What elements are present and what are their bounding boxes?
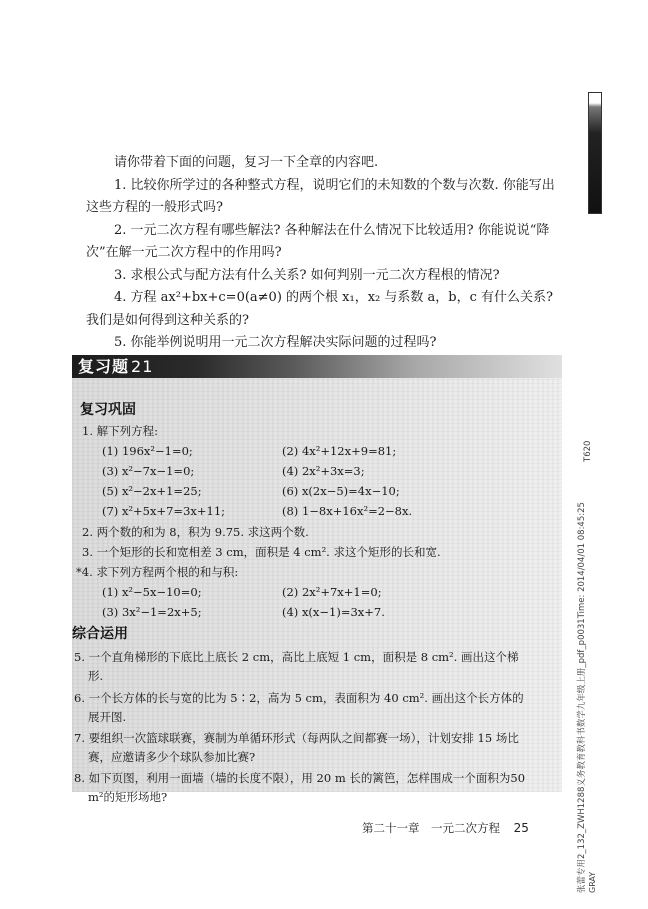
exercise-1-item-4: (4) 2x²+3x=3;: [282, 464, 365, 478]
review-title: [78, 356, 153, 377]
exercise-1-item-5: (5) x²−2x+1=25;: [102, 484, 202, 498]
intro-question-3: 3. 求根公式与配方法有什么关系? 如何判别一元二次方程根的情况?: [114, 267, 500, 283]
exercise-1-item-3: (3) x²−7x−1=0;: [102, 464, 195, 478]
exercise-7: 7. 要组织一次篮球联赛，赛制为单循环形式（每两队之间都赛一场），计划安排 15 场比赛，应邀请多少个球队参加比赛?: [74, 731, 519, 764]
section-title-comprehensive: 综合运用: [72, 626, 128, 642]
exercise-2: 2. 两个数的和为 8，积为 9.75. 求这两个数.: [82, 525, 309, 539]
margin-gray-label: GRAY: [588, 871, 597, 893]
exercise-4-item-2: (2) 2x²+7x+1=0;: [282, 585, 382, 599]
page-edge-thumb-tab: [588, 92, 602, 214]
review-number: 21: [131, 357, 154, 376]
footer-chapter-title: 第二十一章 一元二次方程: [362, 821, 500, 835]
exercise-1-label: 1. 解下列方程:: [82, 424, 159, 438]
exercise-3: 3. 一个矩形的长和宽相差 3 cm，面积是 4 cm². 求这个矩形的长和宽.: [82, 545, 441, 559]
review-header-bar: [72, 355, 562, 378]
review-title-text: 复习题: [78, 357, 130, 376]
chapter-review-intro: [86, 152, 556, 355]
intro-question-5: 5. 你能举例说明用一元二次方程解决实际问题的过程吗?: [114, 335, 437, 350]
margin-scan-metadata: 张蕾专用2_132_ZWH1288义务教育教科书数学九年级上册_pdf_p0031Time: 2014/04/01 08:45:25: [577, 502, 587, 893]
page-number: 25: [513, 821, 529, 835]
exercise-4-item-4: (4) x(x−1)=3x+7.: [282, 605, 385, 619]
intro-question-1: 1. 比较你所学过的各种整式方程，说明它们的未知数的个数与次数. 你能写出这些方程的一般形式吗?: [86, 177, 555, 215]
review-exercises-panel: [72, 355, 562, 804]
intro-question-2: 2. 一元二次方程有哪些解法? 各种解法在什么情况下比较适用? 你能说说“降次”在解一元二次方程中的作用吗?: [86, 222, 550, 260]
intro-lead: 请你带着下面的问题，复习一下全章的内容吧.: [114, 155, 379, 170]
exercise-1-item-2: (2) 4x²+12x+9=81;: [282, 444, 397, 458]
exercise-1-item-8: (8) 1−8x+16x²=2−8x.: [282, 504, 413, 518]
exercise-6: 6. 一个长方体的长与宽的比为 5∶2，高为 5 cm，表面积为 40 cm². 画出这个长方体的展开图.: [74, 691, 524, 724]
exercise-4-item-3: (3) 3x²−1=2x+5;: [102, 605, 202, 619]
exercise-1-item-7: (7) x²+5x+7=3x+11;: [102, 504, 226, 518]
intro-question-4: 4. 方程 ax²+bx+c=0(a≠0) 的两个根 x₁，x₂ 与系数 a，b，c 有什么关系? 我们是如何得到这种关系的?: [86, 290, 553, 328]
exercise-5: 5. 一个直角梯形的下底比上底长 2 cm，高比上底短 1 cm，面积是 8 cm². 画出这个梯形.: [74, 650, 519, 683]
exercise-8: 8. 如下页图，利用一面墙（墙的长度不限），用 20 m 长的篱笆，怎样围成一个面积为50 m²的矩形场地?: [74, 771, 526, 804]
page-footer: [362, 820, 529, 836]
exercise-4-label: *4. 求下列方程两个根的和与积:: [76, 565, 239, 579]
exercise-1-item-6: (6) x(2x−5)=4x−10;: [282, 484, 400, 498]
margin-code: T620: [583, 440, 593, 462]
exercise-1-item-1: (1) 196x²−1=0;: [102, 444, 193, 458]
section-title-consolidation: 复习巩固: [80, 402, 136, 418]
exercise-4-item-1: (1) x²−5x−10=0;: [102, 585, 202, 599]
